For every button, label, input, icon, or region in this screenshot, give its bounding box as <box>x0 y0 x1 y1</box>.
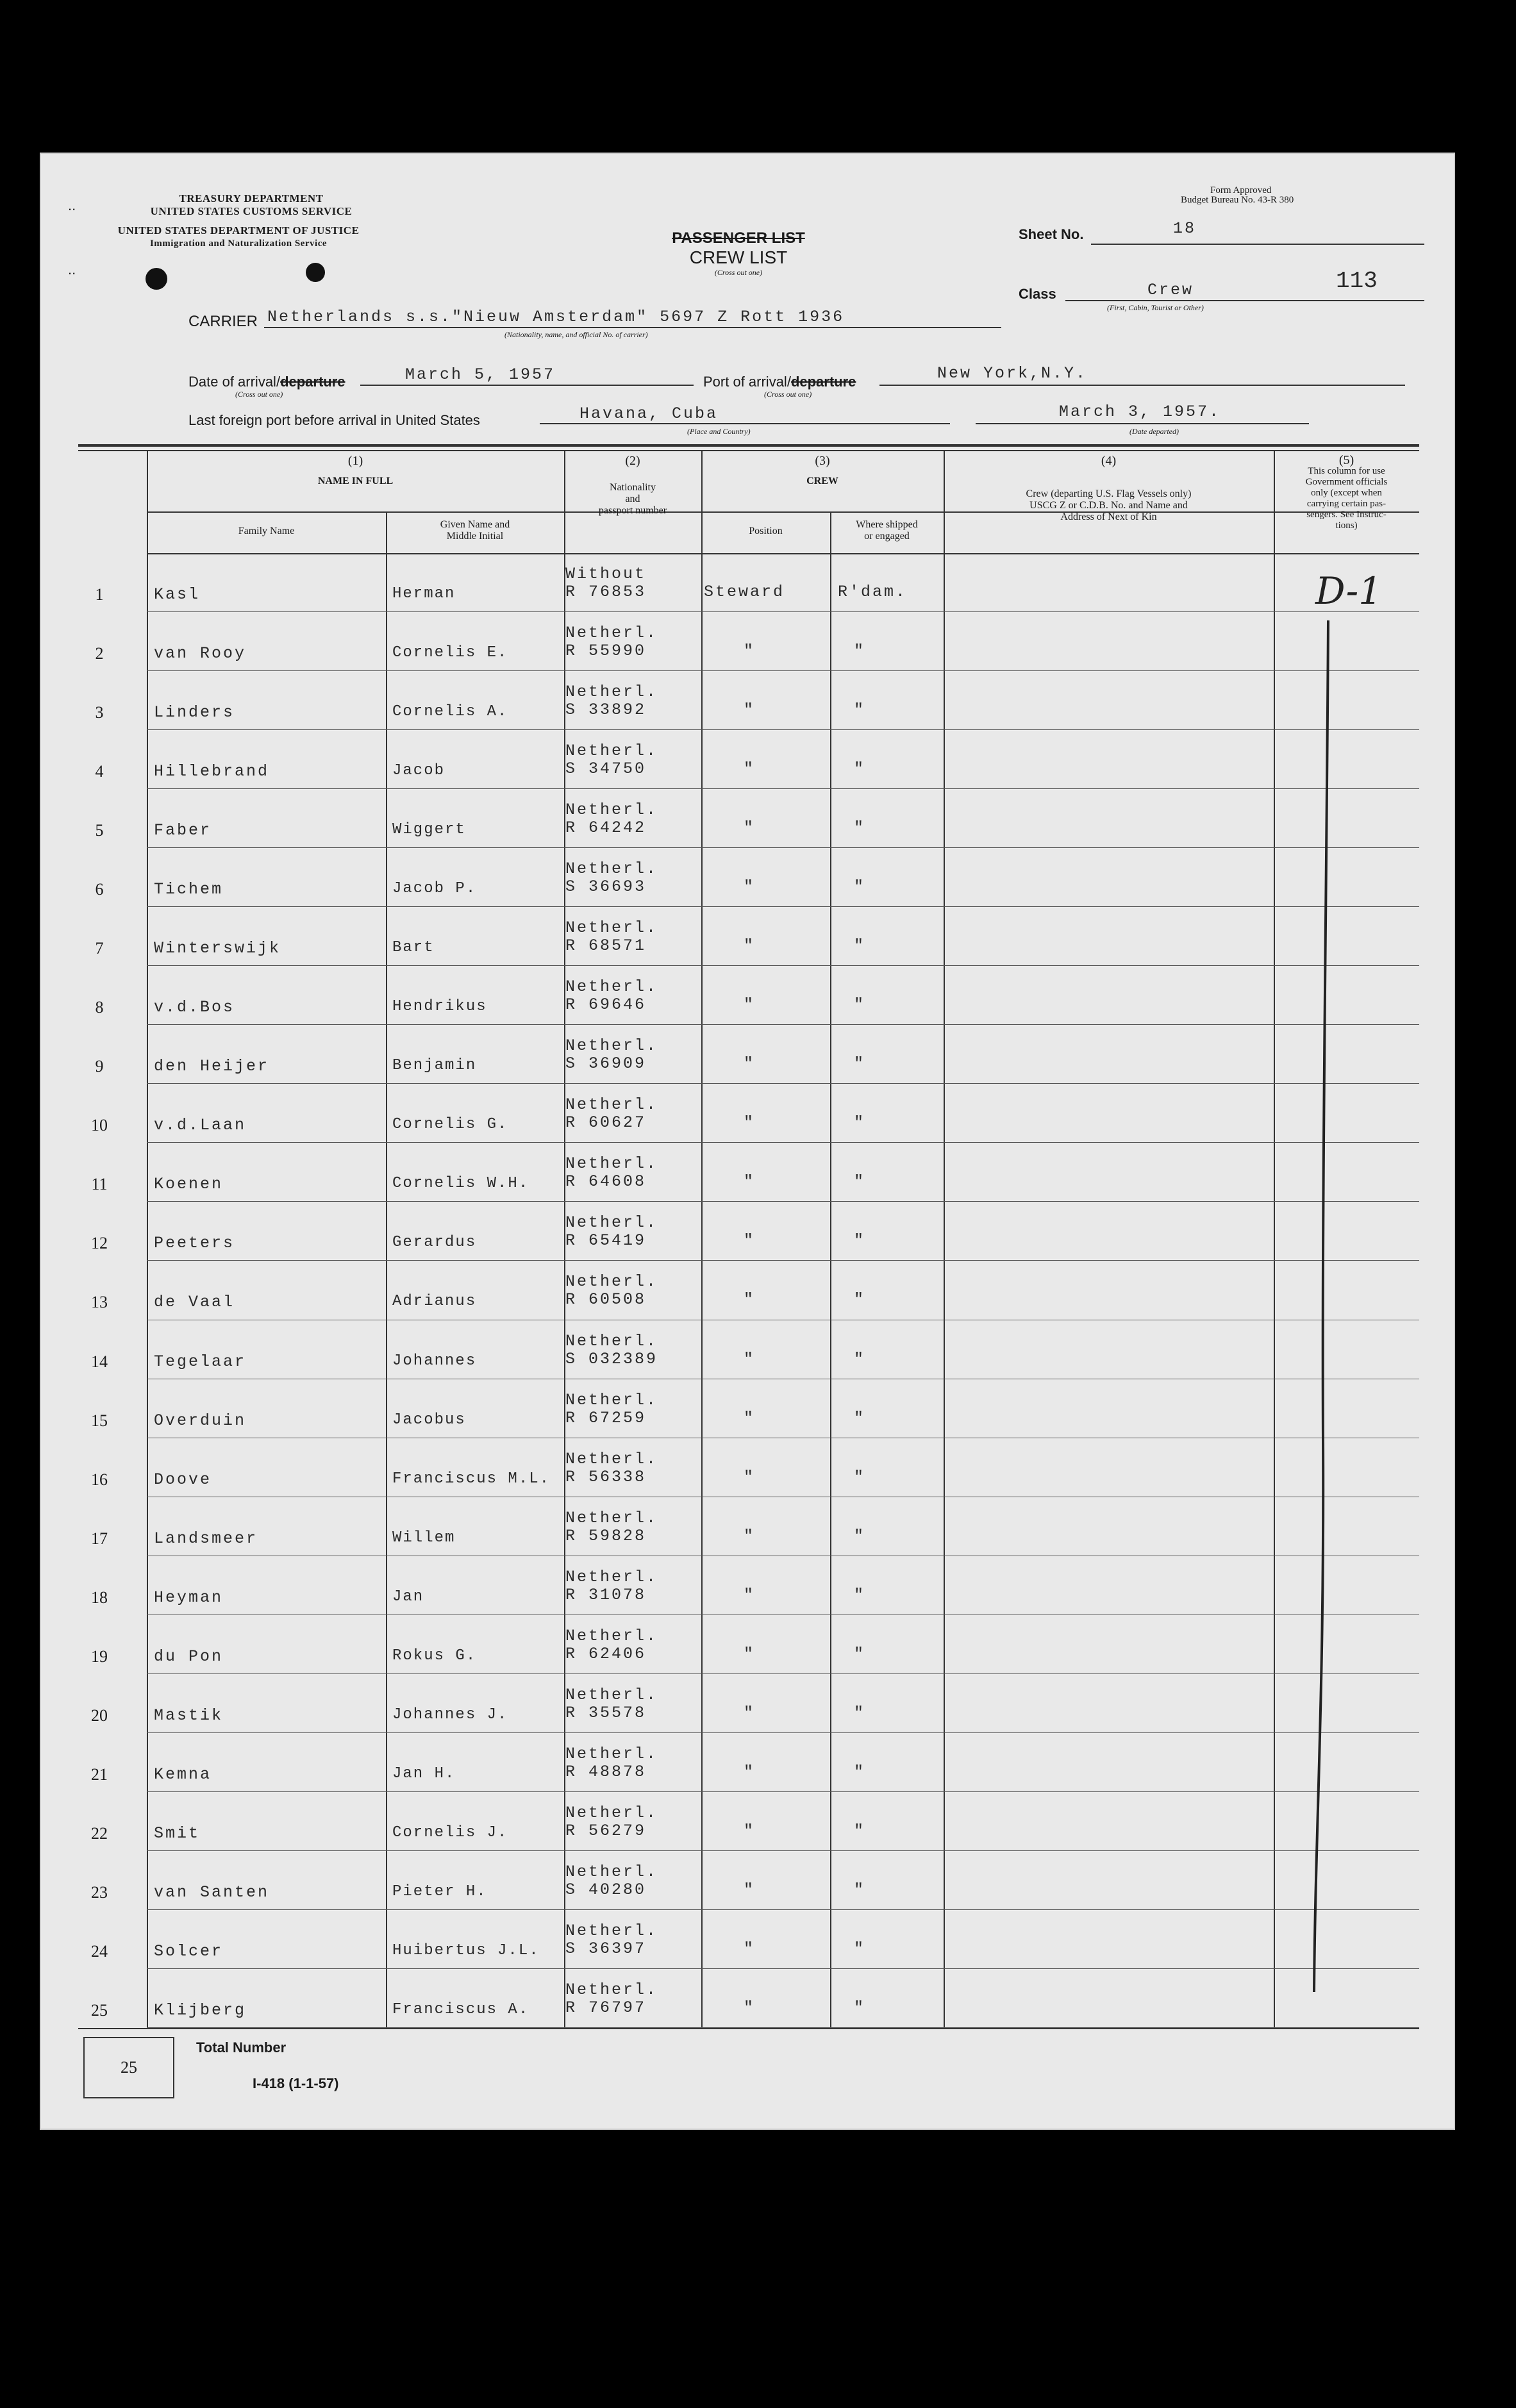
nationality: Netherl. <box>565 1449 658 1468</box>
approval-line: Budget Bureau No. 43-R 380 <box>1181 195 1294 205</box>
given-name: Hendrikus <box>392 998 487 1016</box>
table-row <box>40 1792 1455 1851</box>
ink-blot-icon <box>306 263 325 282</box>
departed-note: (Date departed) <box>1129 427 1179 436</box>
family-name: Linders <box>154 703 235 722</box>
carrier-value: Netherlands s.s."Nieuw Amsterdam" 5697 Z Rott 1936 <box>267 308 845 326</box>
crew-position: " <box>744 1290 756 1309</box>
row-number: 24 <box>91 1941 108 1961</box>
given-name: Franciscus A. <box>392 2000 529 2018</box>
shipped-where: " <box>854 1526 866 1545</box>
passport-number: S 33892 <box>565 701 647 720</box>
shipped-where: " <box>854 995 866 1015</box>
col-text: This column for use <box>1308 466 1385 476</box>
passport-number: R 67259 <box>565 1408 647 1427</box>
arrival-label-group <box>188 374 346 390</box>
row-number: 12 <box>91 1234 108 1253</box>
table-row <box>40 1615 1455 1674</box>
class-label: Class <box>1019 286 1056 302</box>
lastport-value: Havana, Cuba <box>579 404 719 423</box>
col-number: (4) <box>1101 454 1117 468</box>
given-name: Cornelis J. <box>392 1823 508 1841</box>
row-number: 8 <box>95 998 104 1017</box>
col-text: Nationality <box>610 482 656 493</box>
nationality: Netherl. <box>565 1626 658 1645</box>
given-name: Cornelis W.H. <box>392 1175 529 1193</box>
family-name: Doove <box>154 1470 212 1489</box>
shipped-where: " <box>854 1467 866 1486</box>
row-number: 23 <box>91 1882 108 1902</box>
approval-note <box>1181 186 1373 205</box>
class-underline <box>1065 300 1424 301</box>
row-rule <box>147 2027 1419 2028</box>
crew-position: " <box>744 1585 756 1604</box>
form-title-block <box>655 229 822 278</box>
nationality: Netherl. <box>565 1095 658 1115</box>
col-text: sengers. See Instruc- <box>1306 510 1387 520</box>
given-name: Franciscus M.L. <box>392 1470 551 1488</box>
given-name: Cornelis E. <box>392 644 508 662</box>
crew-position: " <box>744 1408 756 1427</box>
given-name: Adrianus <box>392 1293 477 1311</box>
table-row <box>40 1733 1455 1792</box>
crew-rows <box>40 553 1455 2028</box>
approval-line: Form Approved <box>1210 185 1272 195</box>
port-label-group <box>703 374 856 390</box>
passport-number: S 36693 <box>565 877 647 897</box>
col-text: only (except when <box>1311 488 1382 498</box>
department-header <box>136 192 367 218</box>
departed-underline <box>976 423 1309 424</box>
row-number: 16 <box>91 1470 108 1489</box>
family-name: Faber <box>154 821 212 840</box>
nationality: Netherl. <box>565 1508 658 1527</box>
shipped-where: " <box>854 818 866 838</box>
passport-number: S 36397 <box>565 1939 647 1958</box>
nationality: Netherl. <box>565 918 658 938</box>
table-row <box>40 1497 1455 1556</box>
row-number: 2 <box>95 644 104 663</box>
passport-number: R 60627 <box>565 1113 647 1133</box>
table-row <box>40 1379 1455 1438</box>
table-row <box>40 1851 1455 1910</box>
nationality: Without <box>565 565 647 583</box>
passport-number: R 59828 <box>565 1526 647 1545</box>
port-underline <box>879 385 1405 386</box>
crew-position: " <box>744 1349 756 1368</box>
row-number: 13 <box>91 1293 108 1312</box>
given-name: Pieter H. <box>392 1882 487 1900</box>
table-row <box>40 1910 1455 1969</box>
row-number: 6 <box>95 880 104 899</box>
given-name: Willem <box>392 1529 456 1547</box>
shipped-where: " <box>854 1880 866 1899</box>
arrival-value: March 5, 1957 <box>405 365 556 384</box>
dept-line: Immigration and Naturalization Service <box>149 238 328 249</box>
nationality: Netherl. <box>565 1331 658 1350</box>
row-number: 14 <box>91 1352 108 1371</box>
row-number: 20 <box>91 1706 108 1725</box>
table-row <box>40 1025 1455 1084</box>
port-value: New York,N.Y. <box>937 364 1088 383</box>
form-number: I-418 (1-1-57) <box>253 2075 339 2091</box>
table-row <box>40 1143 1455 1202</box>
given-name: Johannes <box>392 1352 477 1370</box>
shipped-where: " <box>854 877 866 897</box>
row-number: 17 <box>91 1529 108 1548</box>
col-number: (2) <box>625 454 640 468</box>
passport-number: S 40280 <box>565 1880 647 1899</box>
nationality: Netherl. <box>565 742 658 761</box>
crew-position: " <box>744 642 756 661</box>
family-name: Overduin <box>154 1411 247 1430</box>
family-name: Klijberg <box>154 2000 247 2020</box>
col5-header <box>1274 455 1419 531</box>
family-name: van Rooy <box>154 644 247 663</box>
port-struck: departure <box>790 374 856 390</box>
given-name-header <box>386 519 564 542</box>
shipped-where: " <box>854 642 866 661</box>
table-row <box>40 612 1455 671</box>
row-number: 3 <box>95 703 104 722</box>
given-name: Jacobus <box>392 1411 466 1429</box>
row-number: 18 <box>91 1588 108 1607</box>
row-number: 21 <box>91 1764 108 1784</box>
table-row <box>40 1969 1455 2028</box>
given-name: Jacob <box>392 762 446 780</box>
family-name: Koenen <box>154 1175 224 1194</box>
carrier-underline <box>264 327 1001 328</box>
table-row <box>40 907 1455 966</box>
row-number: 9 <box>95 1057 104 1076</box>
shipped-where: " <box>854 1113 866 1133</box>
nationality: Netherl. <box>565 1744 658 1763</box>
passport-number: R 64608 <box>565 1172 647 1192</box>
handwritten-mark: D-1 <box>1315 569 1383 613</box>
given-name: Benjamin <box>392 1057 477 1075</box>
crew-position: " <box>744 1998 756 2017</box>
carrier-label: CARRIER <box>188 313 258 330</box>
family-name: Solcer <box>154 1941 224 1961</box>
where-header <box>830 519 944 542</box>
handwritten-bracket-icon <box>1296 608 1347 2005</box>
passport-number: R 48878 <box>565 1762 647 1781</box>
col3-header <box>701 455 944 487</box>
given-name: Herman <box>392 585 456 602</box>
crew-position: Steward <box>704 583 785 601</box>
col1-header <box>147 455 564 487</box>
given-name: Johannes J. <box>392 1706 508 1723</box>
row-number: 4 <box>95 762 104 781</box>
lastport-label: Last foreign port before arrival in United States <box>188 412 480 428</box>
family-name: v.d.Laan <box>154 1116 247 1135</box>
family-name: Kemna <box>154 1764 212 1784</box>
passport-number: R 68571 <box>565 936 647 956</box>
passport-number: R 64242 <box>565 818 647 838</box>
crew-position: " <box>744 877 756 897</box>
table-row <box>40 1261 1455 1320</box>
passport-number: R 65419 <box>565 1231 647 1250</box>
row-number: 19 <box>91 1647 108 1666</box>
table-row <box>40 671 1455 730</box>
nationality: Netherl. <box>565 683 658 702</box>
shipped-where: " <box>854 1349 866 1368</box>
dept-line: TREASURY DEPARTMENT <box>179 192 324 204</box>
family-name: Hillebrand <box>154 762 270 781</box>
dept-line: UNITED STATES DEPARTMENT OF JUSTICE <box>117 224 360 237</box>
family-name: Tichem <box>154 880 224 899</box>
passport-number: R 35578 <box>565 1703 647 1722</box>
passport-number: R 55990 <box>565 642 647 661</box>
table-row <box>40 966 1455 1025</box>
col-title: NAME IN FULL <box>317 476 394 486</box>
crew-position: " <box>744 1113 756 1133</box>
given-name: Huibertus J.L. <box>392 1941 540 1959</box>
passport-number: R 76797 <box>565 1998 647 2017</box>
stamp-number: 113 <box>1336 268 1378 294</box>
arrival-label: Date of arrival/ <box>188 374 281 390</box>
port-note: (Cross out one) <box>764 390 812 399</box>
col-text: Given Name and <box>440 519 510 530</box>
given-name: Jacob P. <box>392 880 477 898</box>
col-text: USCG Z or C.D.B. No. and Name and <box>1029 500 1188 511</box>
family-name: Tegelaar <box>154 1352 247 1371</box>
shipped-where: " <box>854 1290 866 1309</box>
shipped-where: " <box>854 1998 866 2017</box>
departed-value: March 3, 1957. <box>1059 403 1221 421</box>
col-text: Government officials <box>1305 477 1388 487</box>
passport-number: R 56338 <box>565 1467 647 1486</box>
row-number: 1 <box>95 585 104 604</box>
shipped-where: " <box>854 1821 866 1840</box>
family-name: van Santen <box>154 1882 270 1902</box>
col2-header <box>564 455 701 517</box>
shipped-where: " <box>854 1408 866 1427</box>
family-name: Peeters <box>154 1234 235 1253</box>
family-name: Smit <box>154 1823 201 1843</box>
family-name: du Pon <box>154 1647 224 1666</box>
total-box <box>83 2037 174 2098</box>
title-note: (Cross out one) <box>714 268 763 277</box>
family-name: Landsmeer <box>154 1529 258 1548</box>
row-number: 15 <box>91 1411 108 1430</box>
class-note: (First, Cabin, Tourist or Other) <box>1107 303 1204 312</box>
shipped-where: " <box>854 1939 866 1958</box>
nationality: Netherl. <box>565 859 658 879</box>
col-text: Where shipped <box>856 519 918 530</box>
nationality: Netherl. <box>565 1980 658 1999</box>
passport-number: R 69646 <box>565 995 647 1015</box>
family-name: v.d.Bos <box>154 998 235 1017</box>
family-name: Kasl <box>154 585 201 604</box>
given-name: Rokus G. <box>392 1647 477 1665</box>
crew-position: " <box>744 1644 756 1663</box>
crew-position: " <box>744 701 756 720</box>
shipped-where: " <box>854 760 866 779</box>
family-name-header: Family Name <box>238 526 295 536</box>
given-name: Jan H. <box>392 1764 456 1782</box>
position-header: Position <box>749 526 783 536</box>
table-row <box>40 730 1455 789</box>
crew-position: " <box>744 1054 756 1074</box>
nationality: Netherl. <box>565 1036 658 1056</box>
nationality: Netherl. <box>565 1567 658 1586</box>
struck-title: PASSENGER LIST <box>672 229 805 247</box>
crew-position: " <box>744 1939 756 1958</box>
total-value: 25 <box>121 2058 137 2077</box>
crew-position: " <box>744 1231 756 1250</box>
shipped-where: " <box>854 936 866 956</box>
passport-number: R 31078 <box>565 1585 647 1604</box>
shipped-where: " <box>854 1172 866 1192</box>
corner-mark: .. <box>68 197 76 213</box>
row-number: 25 <box>91 2000 108 2020</box>
lastport-note: (Place and Country) <box>687 427 751 436</box>
table-top-rule <box>78 444 1419 447</box>
table-row <box>40 1202 1455 1261</box>
table-row <box>40 553 1455 612</box>
crew-position: " <box>744 995 756 1015</box>
col-text: carrying certain pas- <box>1306 499 1387 509</box>
col-text: Crew (departing U.S. Flag Vessels only) <box>1026 488 1192 499</box>
table-row <box>40 848 1455 907</box>
nationality: Netherl. <box>565 1862 658 1881</box>
arrival-struck: departure <box>280 374 346 390</box>
given-name: Jan <box>392 1588 424 1606</box>
row-number: 22 <box>91 1823 108 1843</box>
table-row <box>40 1084 1455 1143</box>
nationality: Netherl. <box>565 1272 658 1291</box>
table-row <box>40 1320 1455 1379</box>
arrival-note: (Cross out one) <box>235 390 283 399</box>
total-label: Total Number <box>196 2039 287 2055</box>
passport-number: S 032389 <box>565 1349 658 1368</box>
nationality: Netherl. <box>565 624 658 643</box>
class-value: Crew <box>1147 281 1194 299</box>
sheet-underline <box>1091 244 1424 245</box>
nationality: Netherl. <box>565 1803 658 1822</box>
table-row <box>40 1674 1455 1733</box>
col-text: or engaged <box>864 531 910 542</box>
form-title: CREW LIST <box>689 247 788 267</box>
table-row <box>40 1438 1455 1497</box>
col-number: (5) <box>1338 453 1354 467</box>
given-name: Wiggert <box>392 821 466 839</box>
row-number: 5 <box>95 821 104 840</box>
col-text: passport number <box>598 505 667 516</box>
corner-mark: .. <box>68 262 76 278</box>
shipped-where: " <box>854 1644 866 1663</box>
passport-number: S 36909 <box>565 1054 647 1074</box>
shipped-where: R'dam. <box>838 583 908 601</box>
nationality: Netherl. <box>565 977 658 997</box>
col4-header <box>944 455 1274 523</box>
passport-number: R 62406 <box>565 1644 647 1663</box>
passport-number: R 60508 <box>565 1290 647 1309</box>
nationality: Netherl. <box>565 1685 658 1704</box>
family-name: Heyman <box>154 1588 224 1607</box>
given-name: Bart <box>392 939 435 957</box>
shipped-where: " <box>854 1762 866 1781</box>
table-bottom-rule <box>78 2028 1419 2029</box>
nationality: Netherl. <box>565 801 658 820</box>
passport-number: S 34750 <box>565 760 647 779</box>
crew-position: " <box>744 1172 756 1192</box>
nationality: Netherl. <box>565 1921 658 1940</box>
crew-position: " <box>744 1880 756 1899</box>
shipped-where: " <box>854 1231 866 1250</box>
ink-blot-icon <box>146 268 167 290</box>
passport-number: R 76853 <box>565 583 647 601</box>
table-row <box>40 1556 1455 1615</box>
table-top-rule <box>78 450 1419 451</box>
family-name: Winterswijk <box>154 939 281 958</box>
col-title: CREW <box>806 476 838 486</box>
given-name: Cornelis A. <box>392 703 508 721</box>
col-number: (3) <box>815 454 830 468</box>
table-row <box>40 789 1455 848</box>
lastport-underline <box>540 423 950 424</box>
col-text: tions) <box>1335 520 1358 531</box>
given-name: Cornelis G. <box>392 1116 508 1134</box>
shipped-where: " <box>854 701 866 720</box>
shipped-where: " <box>854 1054 866 1074</box>
crew-position: " <box>744 1467 756 1486</box>
sheet-label: Sheet No. <box>1019 226 1084 242</box>
nationality: Netherl. <box>565 1390 658 1409</box>
document-page <box>40 153 1455 2130</box>
dept-line: UNITED STATES CUSTOMS SERVICE <box>150 205 353 217</box>
crew-position: " <box>744 818 756 838</box>
row-number: 11 <box>91 1175 108 1194</box>
carrier-note: (Nationality, name, and official No. of carrier) <box>504 330 648 339</box>
family-name: den Heijer <box>154 1057 270 1076</box>
nationality: Netherl. <box>565 1154 658 1174</box>
crew-position: " <box>744 760 756 779</box>
col-text: Address of Next of Kin <box>1060 511 1157 522</box>
port-label: Port of arrival/ <box>703 374 791 390</box>
col-number: (1) <box>347 454 363 468</box>
family-name: Mastik <box>154 1706 224 1725</box>
col-text: Middle Initial <box>446 531 504 542</box>
crew-position: " <box>744 1526 756 1545</box>
given-name: Gerardus <box>392 1234 477 1252</box>
crew-position: " <box>744 936 756 956</box>
crew-position: " <box>744 1821 756 1840</box>
passport-number: R 56279 <box>565 1821 647 1840</box>
shipped-where: " <box>854 1703 866 1722</box>
nationality: Netherl. <box>565 1213 658 1233</box>
row-number: 7 <box>95 939 104 958</box>
family-name: de Vaal <box>154 1293 235 1312</box>
col-text: and <box>625 494 640 504</box>
sheet-value: 18 <box>1173 219 1197 238</box>
row-number: 10 <box>91 1116 108 1135</box>
crew-position: " <box>744 1762 756 1781</box>
arrival-underline <box>360 385 694 386</box>
justice-header <box>97 224 379 250</box>
crew-position: " <box>744 1703 756 1722</box>
shipped-where: " <box>854 1585 866 1604</box>
